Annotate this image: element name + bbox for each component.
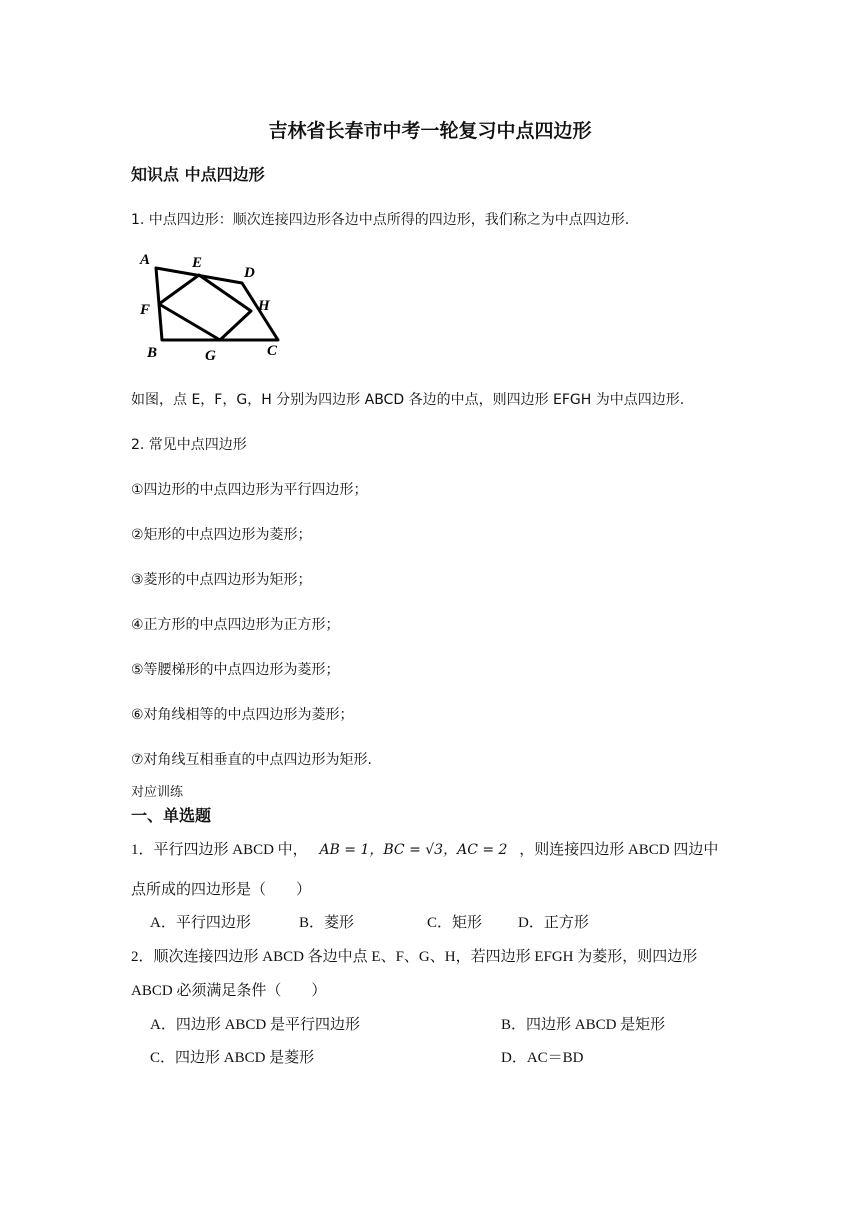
q2-option-c[interactable]: C．四边形 ABCD 是菱形 <box>150 1050 315 1066</box>
q2-stem-line1: 2．顺次连接四边形 ABCD 各边中点 E、F、G、H，若四边形 EFGH 为菱形，则四边形 <box>131 949 698 965</box>
label-d: D <box>244 265 255 281</box>
label-e: E <box>192 255 203 271</box>
q1-stem-prefix: 1．平行四边形 ABCD 中， <box>131 842 308 858</box>
label-c: C <box>267 343 278 359</box>
q1-option-c[interactable]: C．矩形 <box>427 915 483 931</box>
q1-option-d[interactable]: D．正方形 <box>518 915 589 931</box>
q2-option-a[interactable]: A．四边形 ABCD 是平行四边形 <box>150 1017 361 1033</box>
section-heading: 知识点 中点四边形 <box>131 165 265 184</box>
page-title: 吉林省长春市中考一轮复习中点四边形 <box>268 120 592 142</box>
training-label: 对应训练 <box>131 785 184 800</box>
q1-stem-line1 <box>131 838 718 859</box>
q1-stem-suffix: ，则连接四边形 ABCD 四边中 <box>519 842 719 858</box>
common-item: ①四边形的中点四边形为平行四边形； <box>131 482 368 498</box>
common-item: ④正方形的中点四边形为正方形； <box>131 617 340 633</box>
common-item: ②矩形的中点四边形为菱形； <box>131 527 312 543</box>
question-type-heading: 一、单选题 <box>131 806 212 825</box>
q1-option-b[interactable]: B．菱形 <box>299 915 355 931</box>
q1-option-a[interactable]: A．平行四边形 <box>150 915 251 931</box>
label-h: H <box>258 298 270 314</box>
q1-stem-line2: 点所成的四边形是（ ） <box>131 882 312 898</box>
definition-text: 1. 中点四边形：顺次连接四边形各边中点所得的四边形，我们称之为中点四边形. <box>131 212 630 228</box>
common-item: ⑤等腰梯形的中点四边形为菱形； <box>131 662 340 678</box>
quadrilateral-efgh <box>159 275 251 340</box>
common-item: ③菱形的中点四边形为矩形； <box>131 572 312 588</box>
q2-stem-line2: ABCD 必须满足条件（ ） <box>131 983 327 999</box>
q2-option-d[interactable]: D．AC＝BD <box>501 1050 584 1066</box>
common-item: ⑦对角线互相垂直的中点四边形为矩形. <box>131 752 372 768</box>
label-a: A <box>140 252 151 268</box>
midpoint-quadrilateral-figure <box>130 248 290 368</box>
q1-formula: AB = 1，BC = √3，AC = 2 <box>319 842 508 858</box>
common-item: ⑥对角线相等的中点四边形为菱形； <box>131 707 354 723</box>
common-heading: 2. 常见中点四边形 <box>131 437 247 453</box>
figure-caption: 如图，点 E，F，G，H 分别为四边形 ABCD 各边的中点，则四边形 EFGH 为中点四边形. <box>131 392 685 408</box>
label-b: B <box>147 345 158 361</box>
label-f: F <box>140 302 151 318</box>
q2-option-b[interactable]: B．四边形 ABCD 是矩形 <box>501 1017 666 1033</box>
label-g: G <box>205 348 216 364</box>
